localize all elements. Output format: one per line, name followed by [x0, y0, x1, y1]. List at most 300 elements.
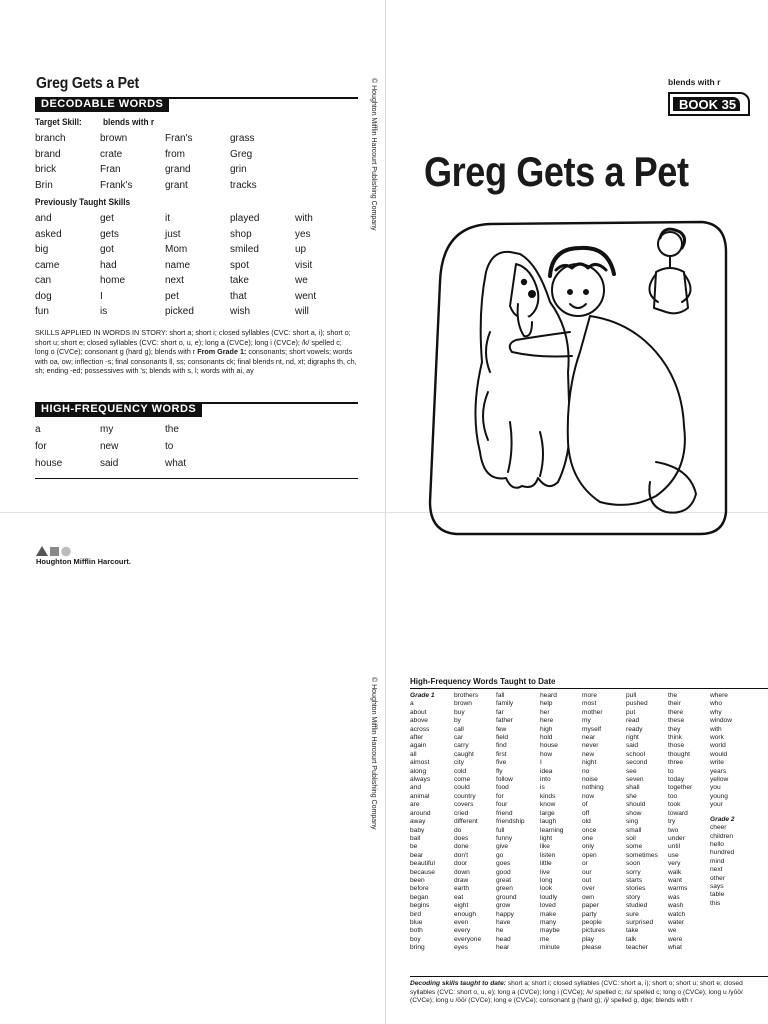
story-title: Greg Gets a Pet [36, 75, 140, 92]
hf-list-word: many [540, 918, 557, 926]
book-tab [668, 92, 750, 116]
prev-word: shop [230, 228, 252, 240]
hf-list-word: is [540, 784, 545, 792]
book-number: BOOK 35 [673, 97, 740, 111]
prev-word: take [230, 275, 249, 286]
hf-list-word: city [454, 759, 464, 767]
target-word: from [165, 148, 185, 160]
hf-list-word: almost [410, 759, 430, 767]
hf-list-word: why [710, 708, 722, 716]
hf-list-word: who [710, 700, 723, 708]
hf-list-word: or [582, 860, 588, 868]
publisher-name: Houghton Mifflin Harcourt. [36, 557, 131, 566]
hf-list-word: where [710, 692, 728, 699]
hf-list-word: own [582, 893, 595, 901]
hf-list-word: bird [410, 910, 421, 918]
prev-word: and [35, 213, 52, 224]
hf-list-word: buy [454, 708, 465, 716]
hf-list-word: small [626, 826, 642, 834]
hf-list-word: toward [668, 809, 688, 817]
prev-word: yes [295, 228, 311, 240]
prev-row [35, 273, 335, 289]
prev-word: had [100, 259, 117, 271]
hf-list-word: blue [410, 918, 423, 926]
hf-list-word: go [496, 851, 504, 859]
hf-list-word: cold [454, 767, 467, 775]
hf-word: new [100, 441, 119, 452]
hf-list-word: maybe [540, 927, 560, 935]
hf-list-word: teacher [626, 944, 648, 952]
prev-word: pet [165, 290, 179, 302]
hf-list-word: her [540, 708, 550, 716]
hf-list-word: ball [410, 834, 421, 842]
hf-list-word: different [454, 818, 478, 826]
target-word: Fran's [165, 133, 193, 144]
publisher-logo-icon [36, 545, 72, 557]
target-row [35, 147, 335, 163]
prev-word: got [100, 244, 114, 255]
hf-list-word: everyone [454, 935, 482, 943]
target-word: Fran [100, 164, 121, 175]
target-word: Greg [230, 148, 253, 160]
hf-list-word: live [540, 868, 550, 876]
hf-list-word: first [496, 750, 507, 758]
hf-list-word: this [710, 899, 721, 907]
hf-list-word: help [540, 700, 553, 708]
hf-list-word: light [540, 834, 553, 842]
hf-list-word: paper [582, 902, 599, 910]
hf-list-word: shall [626, 784, 640, 792]
hf-list-word: does [454, 834, 469, 842]
hf-list-word: even [454, 918, 469, 926]
hf-row [35, 455, 335, 472]
hf-column [454, 692, 498, 953]
target-word: brown [100, 133, 128, 144]
hf-list-word: wash [668, 902, 684, 910]
hf-list-word: funny [496, 834, 513, 842]
hf-list-word: thought [668, 750, 690, 758]
prev-word: visit [295, 259, 313, 271]
hf-list-word: away [410, 818, 426, 826]
hf-list-word: call [454, 725, 464, 733]
hf-list-word: seven [626, 776, 644, 784]
hf-list-word: were [668, 935, 683, 943]
hf-list-word: laugh [540, 818, 557, 826]
target-word: brick [35, 164, 57, 175]
target-row [35, 131, 335, 147]
hf-list-word: have [496, 918, 511, 926]
hf-list-word: eat [454, 893, 464, 901]
hf-list-rule [410, 688, 768, 689]
hf-list-word: begins [410, 902, 430, 910]
hf-list-word: once [582, 826, 597, 834]
hf-list-word: you [710, 784, 721, 792]
hf-list-word: done [454, 843, 469, 851]
grade1-label: Grade 1 [410, 692, 435, 699]
hf-list-word: country [454, 792, 476, 800]
hf-list-word: be [410, 843, 418, 851]
hf-list-word: covers [454, 801, 474, 809]
hf-list-word: water [668, 918, 685, 926]
hf-list-word: idea [540, 767, 553, 775]
hf-list-word: draw [454, 876, 469, 884]
prev-word: that [230, 290, 247, 302]
hf-list-word: read [626, 717, 640, 725]
hf-list-word: our [582, 868, 592, 876]
hf-list-word: sometimes [626, 851, 658, 859]
prev-word: came [35, 259, 60, 271]
hf-list-word: myself [582, 725, 602, 733]
prev-row [35, 211, 335, 227]
hf-list-word: only [582, 843, 595, 851]
prev-word: is [100, 306, 108, 317]
hf-list-word: those [668, 742, 685, 750]
previous-words-grid [35, 211, 335, 320]
hf-column [410, 692, 454, 953]
hf-list-word: find [496, 742, 507, 750]
prev-word: just [165, 228, 181, 240]
hf-list-word: take [626, 927, 639, 935]
hf-list-word: how [540, 750, 553, 758]
hf-list-word: next [710, 866, 723, 874]
hf-list-word: the [668, 692, 678, 699]
hf-list-word: brothers [454, 692, 479, 699]
prev-row [35, 227, 335, 243]
hf-list-word: starts [626, 876, 643, 884]
hf-list-word: by [454, 717, 461, 725]
hf-list-word: other [710, 874, 726, 882]
prev-word: played [230, 213, 260, 224]
hf-row [35, 438, 335, 455]
hf-list-word: work [710, 734, 724, 742]
hf-list-word: carry [454, 742, 469, 750]
hf-list-word: nothing [582, 784, 604, 792]
hf-list-word: bear [410, 851, 424, 859]
hf-list-word: with [710, 725, 722, 733]
hf-list-word: these [668, 717, 685, 725]
hf-list-word: out [582, 876, 592, 884]
hf-list-word: today [668, 776, 685, 784]
hf-list-word: a [410, 700, 414, 708]
target-word: Frank's [100, 179, 133, 191]
hf-list-word: make [540, 910, 557, 918]
hf-list-word: your [710, 801, 723, 809]
hf-word: my [100, 424, 114, 435]
hf-list-word: caught [454, 750, 474, 758]
hf-list-word: do [454, 826, 462, 834]
hf-list-word: goes [496, 860, 511, 868]
prev-word: fun [35, 306, 49, 317]
hf-list-word: and [410, 784, 422, 792]
prev-word: wish [230, 306, 251, 317]
target-word: brand [35, 148, 61, 160]
hf-list-word: years [710, 767, 727, 775]
prev-word: gets [100, 228, 119, 240]
hf-list-bottom-rule [410, 976, 768, 977]
hf-list-word: little [540, 860, 552, 868]
prev-word: with [295, 213, 313, 224]
hf-list-word: open [582, 851, 597, 859]
hf-list-word: minute [540, 944, 560, 952]
hf-list-word: sure [626, 910, 639, 918]
hf-list-word: me [540, 935, 550, 943]
hf-list-word: fall [496, 692, 505, 699]
hf-list-word: use [668, 851, 679, 859]
hf-column [668, 692, 712, 953]
hf-list-word: ready [626, 725, 643, 733]
prev-word: big [35, 244, 49, 255]
hf-list-word: listen [540, 851, 556, 859]
hf-list-word: sing [626, 818, 639, 826]
hf-list-word: because [410, 868, 435, 876]
hf-list-word: friendship [496, 818, 525, 826]
prev-word: get [100, 213, 114, 224]
hf-word: the [165, 424, 179, 435]
hf-list-word: see [626, 767, 637, 775]
hf-list-word: was [668, 893, 680, 901]
hf-list-word: down [454, 868, 470, 876]
target-row [35, 178, 335, 194]
copyright-vertical-top: © Houghton Mifflin Harcourt Publishing Company [370, 78, 377, 231]
target-word: grand [165, 164, 191, 175]
hf-list-word: over [582, 885, 595, 893]
hf-word: house [35, 458, 63, 469]
hf-list-word: green [496, 885, 513, 893]
hf-column [496, 692, 540, 953]
hf-list-word: walk [668, 868, 682, 876]
skills-applied [35, 328, 357, 376]
hf-list-word: people [582, 918, 602, 926]
decoding-skills [410, 980, 768, 1006]
hf-list-word: for [496, 792, 504, 800]
hf-list-word: eyes [454, 944, 468, 952]
hf-list-word: like [540, 843, 550, 851]
prev-row [35, 304, 335, 320]
hf-list-word: around [410, 809, 431, 817]
hf-list-word: cried [454, 809, 469, 817]
hf-list-word: pushed [626, 700, 648, 708]
hf-list-word: what [668, 944, 682, 952]
hf-list-word: children [710, 832, 734, 840]
skills-grade-text: consonants; short vowels; words with oa, ow; inflection -s; final consonants ll, ss; consonants ck; final blends nt, nd, xt; digraphs th, ch, sh; ending -ed; possessives with 's; blends with s, l; words with ai, ay [35, 347, 357, 376]
hf-list-word: above [410, 717, 428, 725]
decodable-heading: DECODABLE WORDS [35, 97, 169, 112]
hf-list-word: took [668, 801, 681, 809]
target-word: branch [35, 133, 66, 144]
hf-list-word: learning [540, 826, 564, 834]
previously-taught-label: Previously Taught Skills [35, 197, 131, 207]
hf-word: said [100, 458, 119, 469]
cover-illustration-boy-hugging-dog [420, 212, 730, 538]
hf-list-word: enough [454, 910, 477, 918]
hf-list-word: follow [496, 776, 513, 784]
hf-word: what [165, 458, 187, 469]
hf-list-word: they [668, 725, 681, 733]
hf-list-word: heard [540, 692, 557, 699]
prev-word: next [165, 275, 184, 286]
hf-list-word: pictures [582, 927, 606, 935]
hf-list-word: friend [496, 809, 513, 817]
hf-list-word: noise [582, 776, 598, 784]
hf-list-word: watch [668, 910, 686, 918]
hf-list-word: after [410, 734, 424, 742]
hf-list-word: good [496, 868, 511, 876]
hf-list-word: food [496, 784, 509, 792]
prev-word: went [295, 290, 317, 302]
hf-list-word: school [626, 750, 646, 758]
hf-list-word: now [582, 792, 595, 800]
hf-list-word: large [540, 809, 555, 817]
hf-list-word: two [668, 826, 679, 834]
hf-words-grid [35, 421, 335, 472]
hf-list-word: try [668, 818, 676, 826]
hf-list-word: always [410, 776, 431, 784]
hf-list-word: would [710, 750, 728, 758]
prev-word: smiled [230, 244, 259, 255]
hf-list-word: studied [626, 902, 648, 910]
hf-list-word: hundred [710, 849, 735, 857]
hf-list-word: fly [496, 767, 503, 775]
hf-list-word: again [410, 742, 427, 750]
prev-word: name [165, 259, 191, 271]
hf-list-word: stories [626, 885, 646, 893]
target-word: grant [165, 179, 188, 191]
hf-list-word: talk [626, 935, 637, 943]
hf-list-word: story [626, 893, 641, 901]
hf-word: for [35, 441, 47, 452]
hf-list-word: door [454, 860, 468, 868]
target-word: grass [230, 133, 255, 144]
hf-list-word: loudly [540, 893, 558, 901]
hf-list-word: to [668, 767, 674, 775]
hf-list-word: young [710, 792, 728, 800]
hf-list-word: off [582, 809, 590, 817]
prev-word: will [295, 306, 309, 317]
target-word: grin [230, 164, 247, 175]
hf-list-word: I [540, 759, 542, 767]
hf-list-word: look [540, 885, 553, 893]
back-bottom-rule [35, 478, 358, 479]
hf-list-word: party [582, 910, 597, 918]
target-word: tracks [230, 179, 257, 191]
prev-word: asked [35, 228, 62, 240]
hf-list-word: loved [540, 902, 556, 910]
hf-list-word: under [668, 834, 685, 842]
hf-list-word: grow [496, 902, 511, 910]
prev-word: spot [230, 259, 249, 271]
hf-list-word: no [582, 767, 590, 775]
hf-list-word: said [626, 742, 639, 750]
hf-list-word: until [668, 843, 681, 851]
decoding-text: short a; short i; closed syllables (CVC: short a, i); short o; short u; short e; closed syllables (CVC: short o, u, e); long a (CVCe); long i (CVCe); /k/ spelled c; /s/ spelled c; long o (CVCe); long u /yōō/ (CVCe); long u /ōō/ (CVCe); long e (CVCe); consonant g (hard g); /j/ spelled g, dge; blends with r [410, 980, 743, 1005]
hf-list-word: very [668, 860, 681, 868]
prev-row [35, 258, 335, 274]
hf-list-word: warms [668, 885, 688, 893]
hf-list-word: think [668, 734, 682, 742]
hf-column [710, 692, 754, 908]
target-skill-value: blends with r [103, 117, 155, 127]
hf-list-word: been [410, 876, 425, 884]
hf-list-word: never [582, 742, 599, 750]
hf-list-word: hello [710, 840, 724, 848]
hf-list-word: night [582, 759, 597, 767]
hf-list-word: full [496, 826, 505, 834]
hf-list-word: near [582, 734, 596, 742]
target-word: Brin [35, 179, 53, 191]
hf-row [35, 421, 335, 438]
hf-list-word: write [710, 759, 724, 767]
hf-list-word: surprised [626, 918, 654, 926]
prev-row [35, 289, 335, 305]
hf-list-word: baby [410, 826, 425, 834]
hf-list-word: show [626, 809, 642, 817]
hf-list-word: their [668, 700, 681, 708]
copyright-vertical-bottom: © Houghton Mifflin Harcourt Publishing Company [370, 677, 377, 830]
hf-column [540, 692, 584, 953]
skills-text: short a; short i; closed syllables (CVC: short a, i); short o; short u; short e; closed syllables (CVC: short o, u, e); long a (CVCe); long i (CVCe); /k/ spelled c; long o (CVCe); consonant g (hard g); blends with r [35, 328, 351, 357]
hf-list-word: please [582, 944, 602, 952]
skills-prefix: SKILLS APPLIED IN WORDS IN STORY: [35, 328, 168, 337]
target-word: crate [100, 148, 123, 160]
hf-list-word: new [582, 750, 595, 758]
prev-word: dog [35, 290, 52, 302]
hf-list-word: should [626, 801, 646, 809]
grade2-label: Grade 2 [710, 815, 735, 823]
hf-list-word: mother [582, 708, 603, 716]
prev-row [35, 242, 335, 258]
hf-list-word: four [496, 801, 508, 809]
hf-list-word: every [454, 927, 471, 935]
hf-list-word: says [710, 882, 724, 890]
hf-heading: HIGH-FREQUENCY WORDS [35, 402, 202, 417]
hf-list-word: one [582, 834, 594, 842]
hf-list-word: of [582, 801, 588, 809]
hf-list-word: too [668, 792, 678, 800]
target-skill-label: Target Skill: [35, 117, 82, 127]
prev-word: Mom [165, 244, 188, 255]
hf-list-word: right [626, 734, 639, 742]
hf-list-word: more [582, 692, 598, 699]
hf-list-word: table [710, 891, 725, 899]
hf-list-word: father [496, 717, 513, 725]
hf-list-word: come [454, 776, 471, 784]
hf-list-word: brown [454, 700, 472, 708]
hf-list-word: hear [496, 944, 510, 952]
hf-list-word: beautiful [410, 860, 435, 868]
hf-word: to [165, 441, 174, 452]
hf-list-word: boy [410, 935, 421, 943]
hf-word: a [35, 424, 41, 435]
hf-list-word: hold [540, 734, 553, 742]
hf-list-word: window [710, 717, 732, 725]
hf-list-word: into [540, 776, 551, 784]
hf-list-word: could [454, 784, 470, 792]
hf-list-word: before [410, 885, 429, 893]
prev-word: picked [165, 306, 194, 317]
hf-column [582, 692, 626, 953]
blend-tag: blends with r [668, 77, 721, 87]
hf-list-word: house [540, 742, 558, 750]
hf-list-word: don't [454, 851, 469, 859]
hf-list-word: soil [626, 834, 636, 842]
hf-list-word: world [710, 742, 726, 750]
hf-list-word: yellow [710, 776, 729, 784]
hf-list-word: head [496, 935, 511, 943]
hf-list-word: put [626, 708, 636, 716]
hf-list-word: about [410, 708, 427, 716]
hf-list-word: great [496, 876, 512, 884]
prev-word: we [295, 275, 308, 286]
